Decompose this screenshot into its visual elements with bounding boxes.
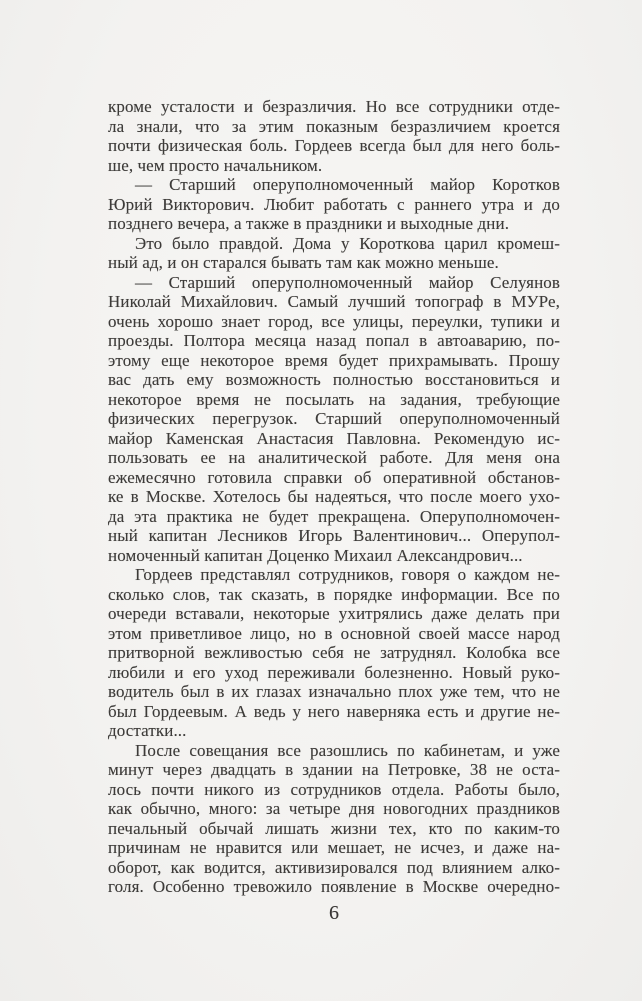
text-line: очень хорошо знает город, все улицы, переулки, тупики и bbox=[108, 311, 560, 331]
text-line: был Гордеевым. А ведь у него наверняка есть и другие не- bbox=[108, 701, 560, 721]
text-line: ше, чем просто начальником. bbox=[108, 155, 323, 175]
text-line: — Старший оперуполномоченный майор Коротков bbox=[135, 175, 560, 194]
text-line: кроме усталости и безразличия. Но все сотрудники отде- bbox=[108, 97, 560, 116]
text-line: После совещания все разошлись по кабинетам, и уже bbox=[135, 740, 560, 760]
text-line: Юрий Викторович. Любит работать с раннего утра и до bbox=[108, 194, 560, 214]
text-line: ный ад, и он старался бывать там как можно меньше. bbox=[108, 253, 499, 272]
text-line: почти физическая боль. Гордеев всегда был для него боль- bbox=[108, 136, 560, 155]
text-line: этому еще некоторое время будет прихрамывать. Прошу bbox=[108, 350, 560, 370]
text-line: да эта практика не будет прекращена. Оперуполномочен- bbox=[108, 506, 560, 526]
text-line: — Старший оперуполномоченный майор Селуянов bbox=[135, 272, 560, 292]
text-line: минут через двадцать в здании на Петровке, 38 не оста- bbox=[108, 760, 560, 779]
text-line: очереди вставали, некоторые ухитрялись даже делать при bbox=[108, 604, 560, 623]
text-line: причинам не нравится или мешает, не исчез, и даже на- bbox=[108, 838, 560, 857]
text-line: печальный обычай лишать жизни тех, кто по каким-то bbox=[108, 818, 560, 838]
text-line: пользовать ее на аналитической работе. Для меня она bbox=[108, 448, 560, 467]
text-line: ке в Москве. Хотелось бы надеяться, что после моего ухо- bbox=[108, 487, 560, 506]
text-line: ежемесячно готовила справки об оперативной обстанов- bbox=[108, 467, 560, 487]
text-line: майор Каменская Анастасия Павловна. Рекомендую ис- bbox=[108, 428, 560, 448]
text-line: проезды. Полтора месяца назад попал в автоаварию, по- bbox=[108, 331, 560, 350]
text-line: этом приветливое лицо, но в основной своей массе народ bbox=[108, 623, 560, 643]
text-line: физических перегрузок. Старший оперуполномоченный bbox=[108, 409, 560, 428]
text-line: Гордеев представлял сотрудников, говоря о каждом не- bbox=[135, 565, 560, 584]
text-line: номоченный капитан Доценко Михаил Александрович... bbox=[108, 545, 523, 565]
text-line: ный капитан Лесников Игорь Валентинович... Оперупол- bbox=[108, 526, 560, 545]
text-line: любили и его уход переживали болезненно. Новый руко- bbox=[108, 662, 560, 682]
text-line: оборот, как водится, активизировался под влиянием алко- bbox=[108, 857, 560, 877]
text-line: позднего вечера, а также в праздники и выходные дни. bbox=[108, 214, 510, 233]
page-number: 6 bbox=[329, 902, 339, 924]
text-line: лось почти никого из сотрудников отдела. Работы было, bbox=[108, 779, 560, 799]
text-line: Это было правдой. Дома у Короткова царил кромеш- bbox=[135, 233, 560, 253]
body-text bbox=[108, 97, 560, 897]
text-line: голя. Особенно тревожило появление в Москве очередно- bbox=[108, 877, 560, 896]
text-line: некоторое время не посылать на задания, требующие bbox=[108, 389, 560, 409]
text-line: сколько слов, так сказать, в порядке информации. Все по bbox=[108, 584, 560, 604]
text-line: Николай Михайлович. Самый лучший топограф в МУРе, bbox=[108, 292, 560, 311]
text-line: водитель был в их глазах изначально плох уже тем, что не bbox=[108, 682, 560, 701]
text-line: вас дать ему возможность полностью восстановиться и bbox=[108, 370, 560, 389]
text-line: притворной вежливостью себя не затруднял. Колобка все bbox=[108, 643, 560, 662]
text-line: как обычно, много: за четыре дня новогодних праздников bbox=[108, 799, 560, 818]
text-line: достатки... bbox=[108, 721, 187, 740]
text-line: ла знали, что за этим показным безразличием кроется bbox=[108, 116, 560, 136]
